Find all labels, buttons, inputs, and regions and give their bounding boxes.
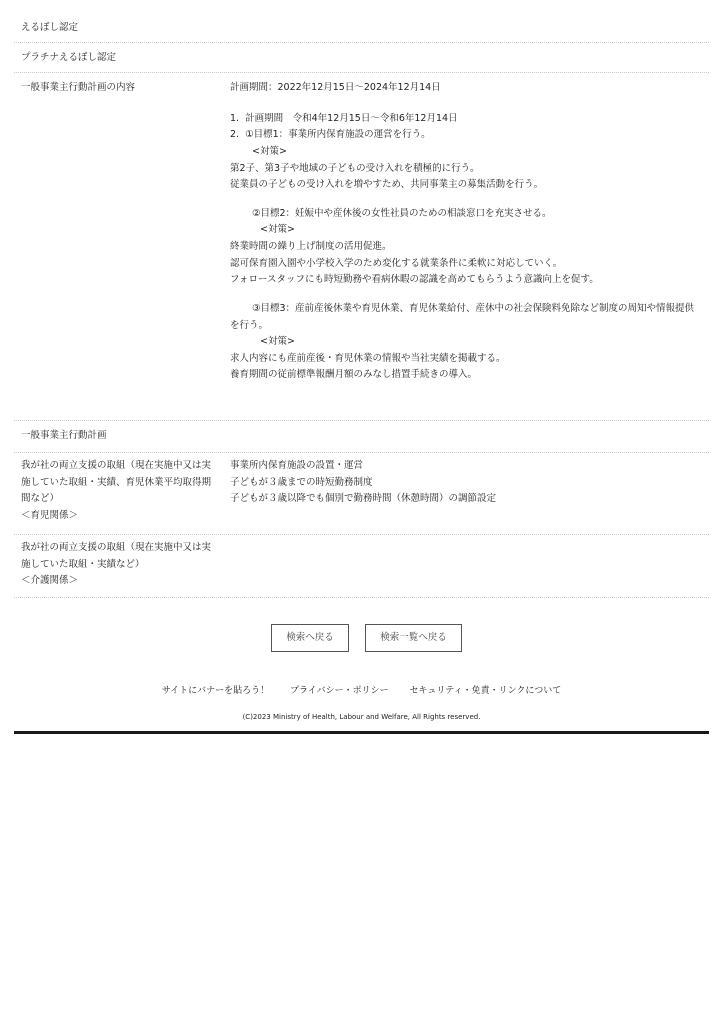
value-line: 子どもが３歳以降でも個別で勤務時間（休憩時間）の調節設定 (230, 493, 497, 505)
row-plan-contents (14, 74, 709, 421)
plan-contents-label: 一般事業主行動計画の内容 (21, 82, 136, 93)
label-line: 間など） (21, 493, 60, 505)
plan-contents-value (230, 80, 708, 384)
plan-line: 従業員の子どもの受け入れを増やすため、共同事業主の募集活動を行う。 (230, 179, 544, 191)
copyright: (C)2023 Ministry of Health, Labour and Welfare, All Rights reserved. (242, 713, 481, 721)
label-line: ＜育児関係＞ (21, 509, 79, 521)
plan-period: 計画期間：2022年12月15日〜2024年12月14日 (230, 82, 441, 93)
privacy-policy-link[interactable]: プライバシー・ポリシー (290, 686, 389, 696)
back-to-list-button[interactable]: 検索一覧へ戻る (365, 624, 462, 652)
footer-divider (14, 731, 709, 734)
value-line: 事業所内保育施設の設置・運営 (230, 460, 364, 471)
plan-line: <対策> (252, 145, 287, 157)
action-plan-label: 一般事業主行動計画 (21, 430, 107, 441)
label-line: ＜介護関係＞ (21, 575, 79, 587)
nursing-support-label (21, 540, 221, 590)
row-childcare-support (14, 454, 709, 535)
row-action-plan (14, 422, 709, 453)
plan-line: 2. ①目標1：事業所内保育施設の運営を行う。 (230, 129, 431, 141)
eruboshi-label: えるぼし認定 (21, 22, 79, 33)
platinum-eruboshi-label: プラチナえるぼし認定 (21, 52, 117, 63)
plan-line: フォロースタッフにも時短勤務や看病休暇の認識を高めてもらうよう意識向上を促す。 (230, 274, 599, 286)
label-line: 施していた取組・実績、育児休業平均取得期 (21, 476, 212, 488)
row-nursing-support (14, 536, 709, 598)
plan-line: 1. 計画期間 令和4年12月15日〜令和6年12月14日 (230, 112, 458, 124)
banner-link[interactable]: サイトにバナーを貼ろう！ (161, 686, 270, 696)
plan-line: 養育期間の従前標準報酬月額のみなし措置手続きの導入。 (230, 369, 478, 381)
label-line: 施していた取組・実績など） (21, 558, 145, 570)
plan-line: ③目標3：産前産後休業や育児休業、育児休業給付、産休中の社会保険料免除など制度の周知や情報提供 (252, 302, 695, 314)
row-eruboshi (14, 14, 709, 43)
footer-links (0, 684, 723, 700)
row-platinum-eruboshi (14, 44, 709, 73)
plan-line: 第2子、第3子や地域の子どもの受け入れを積極的に行う。 (230, 162, 480, 174)
plan-line: <対策> (260, 224, 295, 236)
value-line: 子どもが３歳までの時短勤務制度 (230, 476, 373, 488)
back-to-search-button[interactable]: 検索へ戻る (271, 624, 349, 652)
label-line: 我が社の両立支援の取組（現在実施中又は実 (21, 542, 212, 553)
plan-line: 終業時間の繰り上げ制度の活用促進。 (230, 241, 392, 252)
childcare-support-value (230, 458, 708, 508)
plan-line: 認可保育園入園や小学校入学のため変化する就業条件に柔軟に対応していく。 (230, 257, 563, 269)
plan-line: を行う。 (230, 319, 269, 331)
childcare-support-label (21, 458, 221, 525)
security-disclaimer-link[interactable]: セキュリティ・免責・リンクについて (409, 686, 562, 696)
plan-line: ②目標2：妊娠中や産休後の女性社員のための相談窓口を充実させる。 (252, 207, 552, 219)
label-line: 我が社の両立支援の取組（現在実施中又は実 (21, 460, 212, 471)
plan-line: <対策> (260, 336, 295, 348)
plan-line: 求人内容にも産前産後・育児休業の情報や当社実績を掲載する。 (230, 352, 506, 364)
